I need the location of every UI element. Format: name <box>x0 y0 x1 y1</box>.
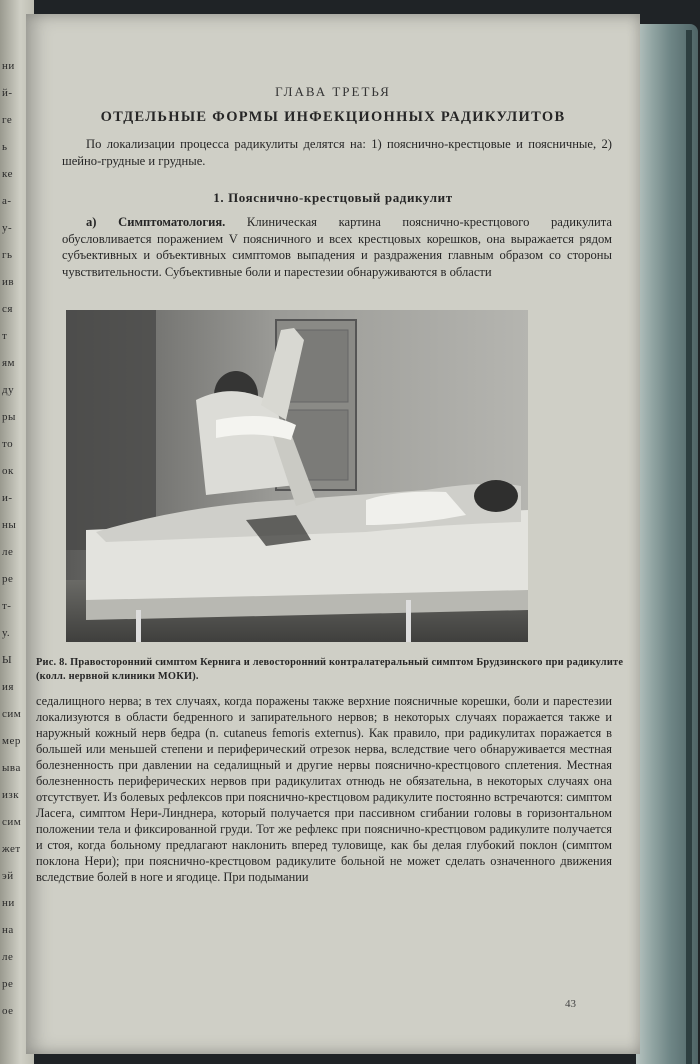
left-page-fragment: ре <box>2 978 14 990</box>
left-page-fragment: эй <box>2 870 14 882</box>
left-page-fragment: ь <box>2 141 8 153</box>
left-page-fragment: ое <box>2 1005 14 1017</box>
left-page-fragment: изк <box>2 789 20 801</box>
left-page-fragment: ле <box>2 951 14 963</box>
left-page-fragment: ду <box>2 384 15 396</box>
left-page-fragment: Ы <box>2 654 13 666</box>
left-page-fragment: ры <box>2 411 16 423</box>
figure-caption: Рис. 8. Правосторонний симптом Кернига и левосторонний контралатеральный симптом Брудзинского при радикулите (колл. нервной клиники МОКИ). <box>36 657 624 682</box>
left-page-fragment: у. <box>2 627 11 639</box>
left-page-fragment: на <box>2 924 14 936</box>
left-page-fragment: ни <box>2 60 15 72</box>
left-page-fragment: т- <box>2 600 12 612</box>
left-page-fragment: ыва <box>2 762 21 774</box>
paragraph-text: Клиническая картина пояснично-крестцового радикулита обусловливается поражением V поясничного и всех крестцовых корешков, она выражается рядом субъективных и объективных симптомов выпадения и раздражения главным образом со стороны чувствительности. Субъективные боли и парестезии обнаруживаются в области <box>62 215 612 279</box>
left-page-fragment: ок <box>2 465 14 477</box>
left-page-fragment: ям <box>2 357 16 369</box>
chapter-label: ГЛАВА ТРЕТЬЯ <box>275 84 391 99</box>
left-page-fragment: гь <box>2 249 13 261</box>
book-page <box>26 14 640 1054</box>
body-paragraph: седалищного нерва; в тех случаях, когда поражены также верхние поясничные корешки, боли и парестезии локализуются в области бедренного и запирательного нервов; в некоторых случаях поражается также и наружный кожный нерв бедра (n. cutaneus femoris externus). Как правило, при радикулитах поражается в большей или меньшей степени и периферический отрезок нерва, вследствие чего обнаруживается местная болезненность при давлении на седалищный и другие нервы пояснично-крестцового сплетения. Местная болезненность периферических нервов при радикулитах отнюдь не обязательна, в некоторых случаях она отсутствует. Из болевых рефлексов при пояснично-крестцовом радикулите постоянно встречаются: симптом Ласега, симптом Нери-Линднера, который получается при пассивном сгибании головы в горизонтальном положении тела и фиксированной груди. Тот же рефлекс при пояснично-крестцовом радикулите получается и стоя, когда больному предлагают наклонить вперед туловище, как бы делая глубокий поклон (симптом поклона Нери); при пояснично-крестцовом радикулите больной не может сделать означенного движения вследствие болей в ноге и ягодице. При подымании <box>36 694 612 884</box>
symptomatology-paragraph <box>62 214 612 280</box>
left-page-fragment: ре <box>2 573 14 585</box>
left-page-fragment: у- <box>2 222 13 234</box>
left-page-fragment: ни <box>2 897 15 909</box>
left-page-fragment: сим <box>2 816 22 828</box>
intro-paragraph: По локализации процесса радикулиты делятся на: 1) пояснично-крестцовые и поясничные, 2) шейно-грудные и грудные. <box>62 137 612 168</box>
left-page-fragment: т <box>2 330 8 342</box>
left-page-fragment: а- <box>2 195 12 207</box>
left-page-fragment: и- <box>2 492 13 504</box>
page-number: 43 <box>565 998 576 1010</box>
paragraph-label: а) Симптоматология. <box>86 215 226 229</box>
book-spine-shadow <box>686 30 692 1064</box>
section-heading: 1. Пояснично-крестцовый радикулит <box>213 190 453 205</box>
left-page-fragment: ия <box>2 681 14 693</box>
left-page-fragment: ив <box>2 276 15 288</box>
chapter-title: ОТДЕЛЬНЫЕ ФОРМЫ ИНФЕКЦИОННЫХ РАДИКУЛИТОВ <box>100 109 566 125</box>
clinical-photograph <box>66 310 528 642</box>
left-page-fragment: то <box>2 438 14 450</box>
left-page-fragment: ке <box>2 168 13 180</box>
left-page-fragment: й- <box>2 87 13 99</box>
left-page-fragment: сим <box>2 708 22 720</box>
left-page-fragment: ся <box>2 303 13 315</box>
left-page-fragment: жет <box>2 843 21 855</box>
left-page-fragment: мер <box>2 735 21 747</box>
left-page-fragment: ны <box>2 519 17 531</box>
left-page-fragment: ле <box>2 546 14 558</box>
photo-illustration <box>66 310 528 642</box>
left-page-fragment: ге <box>2 114 13 126</box>
